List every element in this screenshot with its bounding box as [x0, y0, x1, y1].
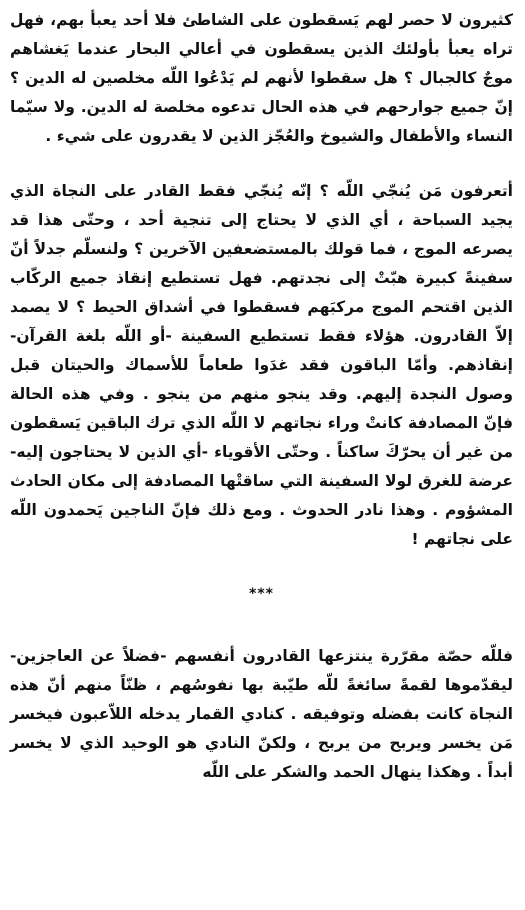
paragraph-3: فللّه حصّة مقرّرة ينتزعها القادرون أنفسهم -فضلاً عن العاجزين- ليقدّموها لقمةً سائغةً للّه طيّبة بها نفوسُهم ، ظنّاً منهم أنّ هذه النجاة كانت بفضله وتوفيقه . كنادي القمار يدخله اللاّعبون فيخسر مَن يخسر ويربح من يربح ، ولكنّ النادي هو الوحيد الذي لا يخسر أبداً . وهكذا ينهال الحمد والشكر على اللّه: [10, 647, 513, 781]
paragraph-1: كثيرون لا حصر لهم يَسقطون على الشاطئ فلا أحد يعبأ بهم، فهل تراه يعبأ بأولئك الذين يسقطون في أعالي البحار عندما يَغشاهم موجٌ كالجبال ؟ هل سقطوا لأنهم لم يَدْعُوا اللّه مخلصين له الدين ؟ إنّ جميع جوارحهم في هذه الحال تدعوه مخلصة له الدين. ولا سيّما النساء والأطفال والشيوخ والعُجّز الذين لا يقدرون على شيء .: [10, 11, 513, 145]
section-separator: ***: [249, 586, 274, 602]
paragraph-2: أتعرفون مَن يُنجّي اللّه ؟ إنّه يُنجّي فقط القادر على النجاة الذي يجيد السباحة ، أي الذي لا يحتاج إلى تنجية أحد ، وحتّى هذا قد يصرعه الموج ، فما قولك بالمستضعفين الآخرين ؟ ولنسلّم جدلاً أنّ سفينةً كبيرة هبّتْ إلى نجدتهم. فهل تستطيع إنقاذ جميع الركّاب الذين اقتحم الموج مركبَهم فسقطوا في أشداق الحيط ؟ لا يصمد إلاّ القادرون. هؤلاء فقط تستطيع السفينة -أو اللّه بلغة القرآن- إنقاذهم. وأمّا الباقون فقد غدَوا طعاماً للأسماك والحيتان قبل وصول النجدة إليهم. وقد ينجو منهم من ينجو . وفي هذه الحالة فإنّ المصادفة كانتْ وراء نجاتهم لا اللّه الذي ترك الباقين يَسقطون من غير أن يحرّكَ ساكناً . وحتّى الأقوياء -أي الذين لا يحتاجون إليه- عرضة للغرق لولا السفينة التي ساقتْها المصادفة إلى مكان الحادث المشؤوم . وهذا نادر الحدوث . ومع ذلك فإنّ الناجين يَحمدون اللّه على نجاتهم !: [10, 182, 513, 548]
